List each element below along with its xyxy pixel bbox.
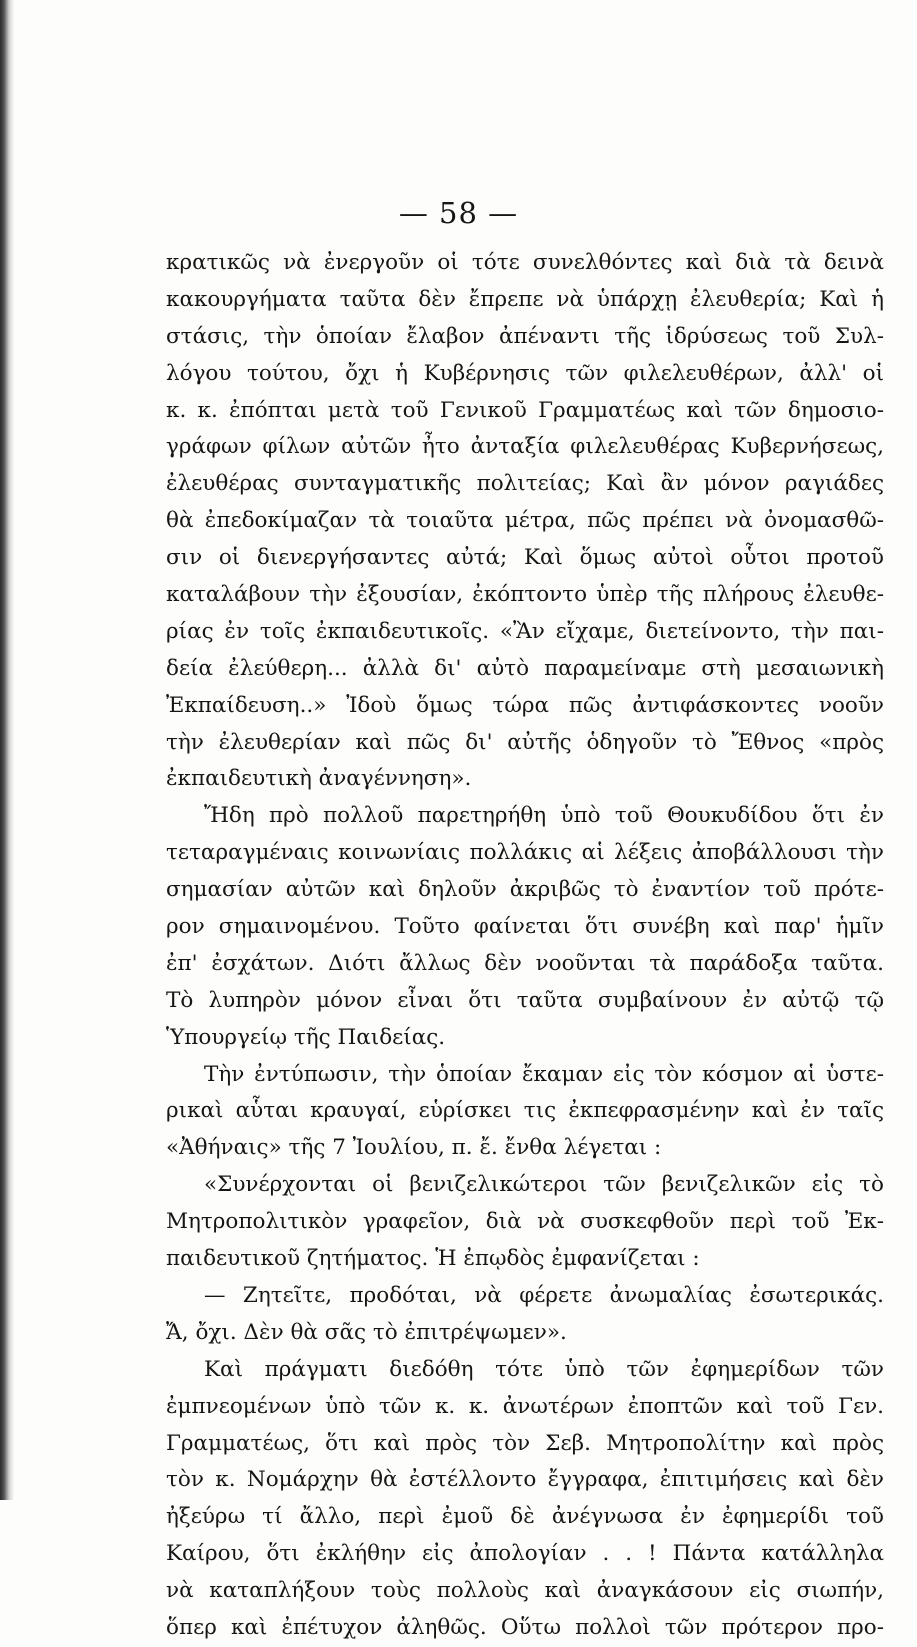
text-line: ἐλευθέρας συνταγματικῆς πολιτείας; Καὶ ἂν μόνον ραγιάδες [166, 471, 884, 497]
text-line: γράφων φίλων αὐτῶν ἦτο ἀνταξία φιλελευθέρας Κυβερνήσεως, [166, 434, 884, 460]
text-line: Μητροπολιτικὸν γραφεῖον, διὰ νὰ συσκεφθοῦν περὶ τοῦ Ἐκ- [166, 1209, 884, 1235]
page-number: — 58 — [398, 196, 519, 230]
text-line: «Συνέρχονται οἱ βενιζελικώτεροι τῶν βενιζελικῶν εἰς τὸ [204, 1172, 884, 1198]
text-line: ἐκπαιδευτικὴ ἀναγέννηση». [166, 766, 472, 792]
text-line: παιδευτικοῦ ζητήματος. Ἡ ἐπῳδὸς ἐμφανίζεται : [166, 1246, 700, 1272]
text-line: «Ἀθήναις» τῆς 7 Ἰουλίου, π. ἔ. ἔνθα λέγεται : [166, 1135, 662, 1161]
text-line: καταλάβουν τὴν ἐξουσίαν, ἐκόπτοντο ὑπὲρ τῆς πλήρους ἐλευθε- [166, 582, 884, 608]
text-line: κρατικῶς νὰ ἐνεργοῦν οἱ τότε συνελθόντες καὶ διὰ τὰ δεινὰ [166, 250, 884, 275]
text-line: ρίας ἐν τοῖς ἐκπαιδευτικοῖς. «Ἂν εἴχαμε, διετείνοντο, τὴν παι- [166, 618, 884, 644]
text-line: σημασίαν αὐτῶν καὶ δηλοῦν ἀκριβῶς τὸ ἐναντίον τοῦ πρότε- [166, 877, 884, 903]
text-line: δεία ἐλεύθερη... ἀλλὰ δι' αὐτὸ παραμείναμε στὴ μεσαιωνικὴ [166, 655, 884, 681]
text-line: Ἐκπαίδευση..» Ἰδοὺ ὅμως τώρα πῶς ἀντιφάσκοντες νοοῦν [166, 692, 884, 718]
text-line: νὰ καταπλήξουν τοὺς πολλοὺς καὶ ἀναγκάσουν εἰς σιωπήν, [166, 1578, 884, 1604]
text-line: τὸν κ. Νομάρχην θὰ ἐστέλλοντο ἔγγραφα, ἐπιτιμήσεις καὶ δὲν [166, 1467, 884, 1493]
text-line: τὴν ἐλευθερίαν καὶ πῶς δι' αὐτῆς ὁδηγοῦν τὸ Ἔθνος «πρὸς [166, 729, 884, 755]
body-text [166, 245, 884, 1647]
text-line: ἐπ' ἐσχάτων. Διότι ἄλλως δὲν νοοῦνται τὰ παράδοξα ταῦτα. [166, 950, 884, 976]
text-line: Τὸ λυπηρὸν μόνον εἶναι ὅτι ταῦτα συμβαίνουν ἐν αὐτῷ τῷ [166, 987, 884, 1013]
text-line: λόγου τούτου, ὄχι ἡ Κυβέρνησις τῶν φιλελευθέρων, ἀλλ' οἱ [166, 360, 884, 386]
text-line: σιν οἱ διενεργήσαντες αὐτά; Καὶ ὅμως αὐτοὶ οὗτοι προτοῦ [166, 545, 884, 571]
text-line: Ἤδη πρὸ πολλοῦ παρετηρήθη ὑπὸ τοῦ Θουκυδίδου ὅτι ἐν [204, 803, 884, 829]
text-line: Γραμματέως, ὅτι καὶ πρὸς τὸν Σεβ. Μητροπολίτην καὶ πρὸς [166, 1430, 884, 1456]
text-line: Ἄ, ὄχι. Δὲν θὰ σᾶς τὸ ἐπιτρέψωμεν». [166, 1319, 567, 1345]
text-line: ρον σημαινομένου. Τοῦτο φαίνεται ὅτι συνέβη καὶ παρ' ἡμῖν [166, 914, 884, 940]
text-line: τεταραγμέναις κοινωνίαις πολλάκις αἱ λέξεις ἀποβάλλουσι τὴν [166, 840, 884, 866]
text-line: Ὑπουργείῳ τῆς Παιδείας. [166, 1024, 446, 1050]
text-line: ρικαὶ αὗται κραυγαί, εὑρίσκει τις ἐκπεφρασμένην καὶ ἐν ταῖς [166, 1098, 884, 1124]
text-line: κακουργήματα ταῦτα δὲν ἔπρεπε νὰ ὑπάρχῃ ἐλευθερία; Καὶ ἡ [166, 286, 884, 312]
text-line: — Ζητεῖτε, προδόται, νὰ φέρετε ἀνωμαλίας ἐσωτερικάς. [204, 1282, 884, 1308]
text-line: θὰ ἐπεδοκίμαζαν τὰ τοιαῦτα μέτρα, πῶς πρέπει νὰ ὀνομασθῶ- [166, 508, 884, 534]
text-line: Καὶ πράγματι διεδόθη τότε ὑπὸ τῶν ἐφημερίδων τῶν [204, 1356, 884, 1382]
text-line: ἠξεύρω τί ἄλλο, περὶ ἐμοῦ δὲ ἀνέγνωσα ἐν ἐφημερίδι τοῦ [166, 1504, 884, 1530]
text-line: ἐμπνεομένων ὑπὸ τῶν κ. κ. ἀνωτέρων ἐποπτῶν καὶ τοῦ Γεν. [166, 1393, 884, 1419]
text-line: στάσις, τὴν ὁποίαν ἔλαβον ἀπέναντι τῆς ἱδρύσεως τοῦ Συλ- [166, 323, 884, 349]
text-line: Καίρου, ὅτι ἐκλήθην εἰς ἀπολογίαν . . ! Πάντα κατάλληλα [166, 1541, 884, 1567]
text-line: ὅπερ καὶ ἐπέτυχον ἀληθῶς. Οὕτω πολλοὶ τῶν πρότερον προ- [166, 1614, 884, 1640]
text-line: Τὴν ἐντύπωσιν, τὴν ὁποίαν ἔκαμαν εἰς τὸν κόσμον αἱ ὑστε- [204, 1061, 884, 1087]
text-line: κ. κ. ἐπόπται μετὰ τοῦ Γενικοῦ Γραμματέως καὶ τῶν δημοσιο- [166, 397, 884, 423]
